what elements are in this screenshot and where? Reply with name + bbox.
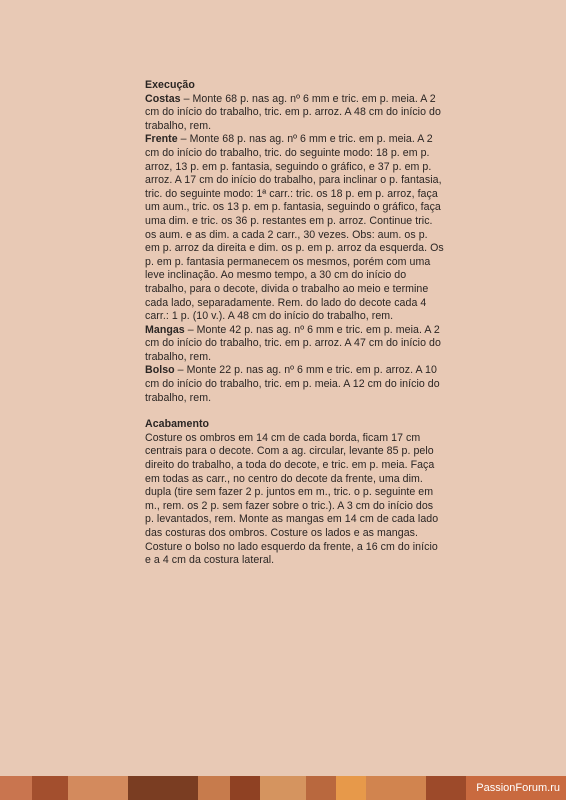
pattern-instructions bbox=[145, 79, 445, 568]
mangas-paragraph bbox=[145, 324, 445, 365]
mangas-label: Mangas bbox=[145, 323, 185, 336]
acabamento-heading: Acabamento bbox=[145, 418, 210, 431]
mangas-text: – Monte 42 p. nas ag. nº 6 mm e tric. em p. meia. A 2 cm do início do trabalho, tric. em p. arroz. A 47 cm do início do trabalho, rem. bbox=[145, 323, 441, 363]
stripe-segment bbox=[306, 776, 336, 800]
frente-text: – Monte 68 p. nas ag. nº 6 mm e tric. em p. meia. A 2 cm do início do trabalho, tric. do seguinte modo: 18 p. em p. arroz, 13 p. em p. fantasia, seguindo o gráfico, e 37 p. em p. arroz. A 17 cm do início do trabalho, para inclinar o p. fantasia, tric. do seguinte modo: 1ª carr.: tric. os 18 p. em p. arroz, faça um aum., tric. os 13 p. em p. fantasia, seguindo o gráfico, faça uma dim. e tric. os 36 p. restantes em p. arroz. Continue tric. os aum. e as dim. a cada 2 carr., 30 vezes. Obs: aum. os p. em p. arroz da direita e dim. os p. em p. arroz da esquerda. Os p. em p. fantasia permanecem os mesmos, porém com uma leve inclinação. Ao mesmo tempo, a 30 cm do início do trabalho, para o decote, divida o trabalho ao meio e termine cada lado, separadamente. Rem. do lado do decote cada 4 carr.: 1 p. (10 v.). A 48 cm do início do trabalho, rem. bbox=[145, 133, 444, 323]
stripe-segment bbox=[336, 776, 366, 800]
stripe-segment bbox=[426, 776, 466, 800]
stripe-segment bbox=[366, 776, 426, 800]
section-spacer bbox=[145, 405, 445, 418]
stripe-segment bbox=[32, 776, 68, 800]
costas-paragraph bbox=[145, 93, 445, 134]
frente-label: Frente bbox=[145, 133, 178, 146]
acabamento-text: Costure os ombros em 14 cm de cada borda, ficam 17 cm centrais para o decote. Com a ag. circular, levante 85 p. pelo direito do trabalho, a toda do decote, e tric. em p. meia. Faça em todas as carr., no centro do decote da frente, uma dim. dupla (tire sem fazer 2 p. juntos em m., tric. o p. seguinte em m., rem. os 2 p. sem fazer sobre o tric.). A 3 cm do início dos p. levantados, rem. Monte as mangas em 14 cm de cada lado das costuras dos ombros. Costure os lados e as mangas. Costure o bolso no lado esquerdo da frente, a 16 cm do início e a 4 cm da costura lateral. bbox=[145, 431, 439, 567]
stripe-segment bbox=[260, 776, 306, 800]
costas-label: Costas bbox=[145, 92, 181, 105]
bolso-paragraph bbox=[145, 364, 445, 405]
costas-text: – Monte 68 p. nas ag. nº 6 mm e tric. em p. meia. A 2 cm do início do trabalho, tric. em p. arroz. A 48 cm do início do trabalho, rem. bbox=[145, 92, 441, 132]
frente-paragraph bbox=[145, 133, 445, 323]
stripe-segment bbox=[128, 776, 198, 800]
stripe-segment bbox=[0, 776, 32, 800]
bolso-label: Bolso bbox=[145, 364, 175, 377]
watermark: PassionForum.ru bbox=[476, 782, 560, 794]
bolso-text: – Monte 22 p. nas ag. nº 6 mm e tric. em p. arroz. A 10 cm do início do trabalho, tric. em p. meia. A 12 cm do início do trabalho, rem. bbox=[145, 364, 440, 404]
stripe-segment bbox=[230, 776, 260, 800]
stripe-segment bbox=[198, 776, 230, 800]
execucao-heading: Execução bbox=[145, 79, 195, 91]
stripe-segment bbox=[68, 776, 128, 800]
